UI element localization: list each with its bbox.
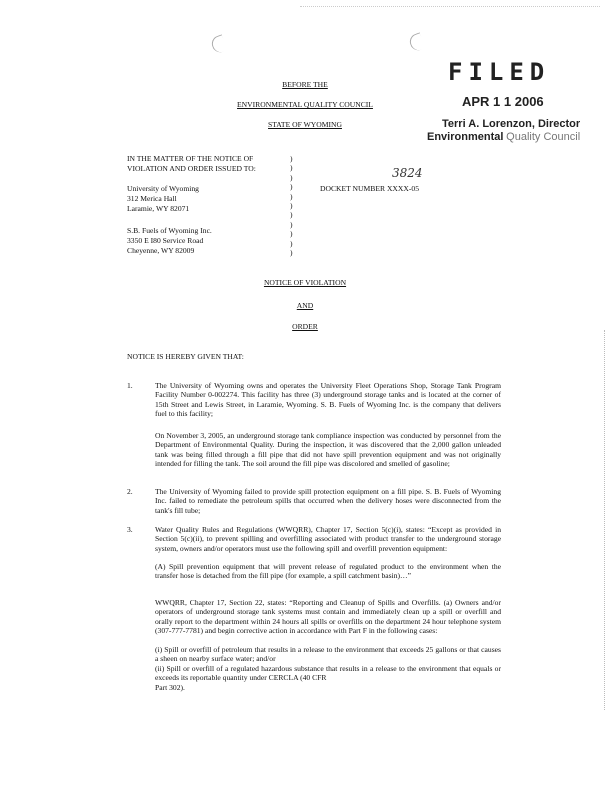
para-1-text: The University of Wyoming owns and operates the University Fleet Operations Shop, Storage Tank Program Facility Number 0-002274. This facility has three (3) underground storage tanks and is located at the corner of 15th Street and Lewis Street, in Laramie, Wyoming. S. B. Fuels of Wyoming Inc. is the company that delivers fuel to this facility; bbox=[155, 381, 501, 419]
party1-address-2: Laramie, WY 82071 bbox=[127, 204, 190, 213]
party1-address-1: 312 Merica Hall bbox=[127, 194, 177, 203]
punch-hole-mark-right bbox=[407, 32, 425, 52]
docket-number: DOCKET NUMBER XXXX-05 bbox=[320, 184, 420, 193]
caption-bracket: ) ) ) ) ) ) ) ) ) ) ) bbox=[290, 154, 293, 258]
para-3-item-ii: (ii) Spill or overfill of a regulated hazardous substance that results in a release to the environment that equals or exceeds its reportable quantity under CERCLA (40 CFR bbox=[155, 664, 501, 683]
para-3-item-i: (i) Spill or overfill of petroleum that results in a release to the environment that exceeds 25 gallons or that causes a sheen on nearby surface water; and/or bbox=[155, 645, 501, 664]
para-3-text: Water Quality Rules and Regulations (WWQRR), Chapter 17, Section 5(c)(i), states: “Except as provided in Section 5(c)(ii), to prevent spilling and overfilling associated with product transfer to the underground storage system, owners and/or operators must use the following spill and overfill prevention equipment: bbox=[155, 525, 501, 553]
stamp-name: Terri A. Lorenzon, Director bbox=[442, 118, 581, 130]
party2-name: S.B. Fuels of Wyoming Inc. bbox=[127, 226, 212, 235]
docket-handwritten: 3824 bbox=[392, 166, 423, 180]
para-3-rule-a: (A) Spill prevention equipment that will prevent release of regulated product to the environment when the transfer hose is detached from the fill pipe (for example, a spill catchment basin)…” bbox=[155, 562, 501, 581]
header-state: STATE OF WYOMING bbox=[268, 120, 342, 129]
stamp-office-b: Quality Council bbox=[506, 131, 581, 143]
header-before: BEFORE THE bbox=[282, 80, 328, 89]
para-2-text: The University of Wyoming failed to provide spill protection equipment on a fill pipe. S. B. Fuels of Wyoming Inc. failed to remediate the petroleum spills that occurred when the delivery hoses were disconnected from the tank's fill tube; bbox=[155, 487, 501, 515]
party2-address-1: 3350 E I80 Service Road bbox=[127, 236, 204, 245]
punch-hole-mark-left bbox=[209, 34, 227, 54]
para-2-number: 2. bbox=[127, 487, 133, 496]
title-order: ORDER bbox=[292, 322, 318, 331]
para-3-section-22: WWQRR, Chapter 17, Section 22, states: “Reporting and Cleanup of Spills and Overfills. (a) Owners and/or operators of underground storage tank systems must contain and immediately clean up a spill or overfill and orally report to the department within 24 hours all spills or overfills on the department 24 hour telephone system (307-777-7781) and begin corrective action in accordance with Part F in the following cases: bbox=[155, 598, 501, 636]
para-3-item-ii-end: Part 302). bbox=[155, 683, 185, 692]
party2-address-2: Cheyenne, WY 82009 bbox=[127, 246, 195, 255]
scan-artifact-top bbox=[300, 6, 600, 7]
caption-matter-2: VIOLATION AND ORDER ISSUED TO: bbox=[127, 164, 256, 173]
intro-text: NOTICE IS HEREBY GIVEN THAT: bbox=[127, 352, 244, 361]
stamp-office bbox=[427, 131, 580, 143]
header-council: ENVIRONMENTAL QUALITY COUNCIL bbox=[237, 100, 373, 109]
caption-matter-1: IN THE MATTER OF THE NOTICE OF bbox=[127, 154, 254, 163]
stamp-date: APR 1 1 2006 bbox=[462, 94, 544, 109]
title-and: AND bbox=[296, 301, 314, 310]
para-1-inspection: On November 3, 2005, an underground storage tank compliance inspection was conducted by personnel from the Department of Environmental Quality. During the inspection, it was discovered that the 2,000 gallon unleaded tank was being filled through a fill pipe that did not have spill prevention equipment and was not originally intended for filling the tank. The soil around the fill pipe was discolored and smelled of gasoline; bbox=[155, 431, 501, 469]
party1-name: University of Wyoming bbox=[127, 184, 199, 193]
para-3-number: 3. bbox=[127, 525, 133, 534]
title-notice: NOTICE OF VIOLATION bbox=[263, 278, 347, 287]
stamp-office-a: Environmental bbox=[427, 131, 504, 143]
para-1-number: 1. bbox=[127, 381, 133, 390]
stamp-filed: FILED bbox=[448, 58, 551, 86]
scan-artifact-edge bbox=[604, 330, 605, 710]
